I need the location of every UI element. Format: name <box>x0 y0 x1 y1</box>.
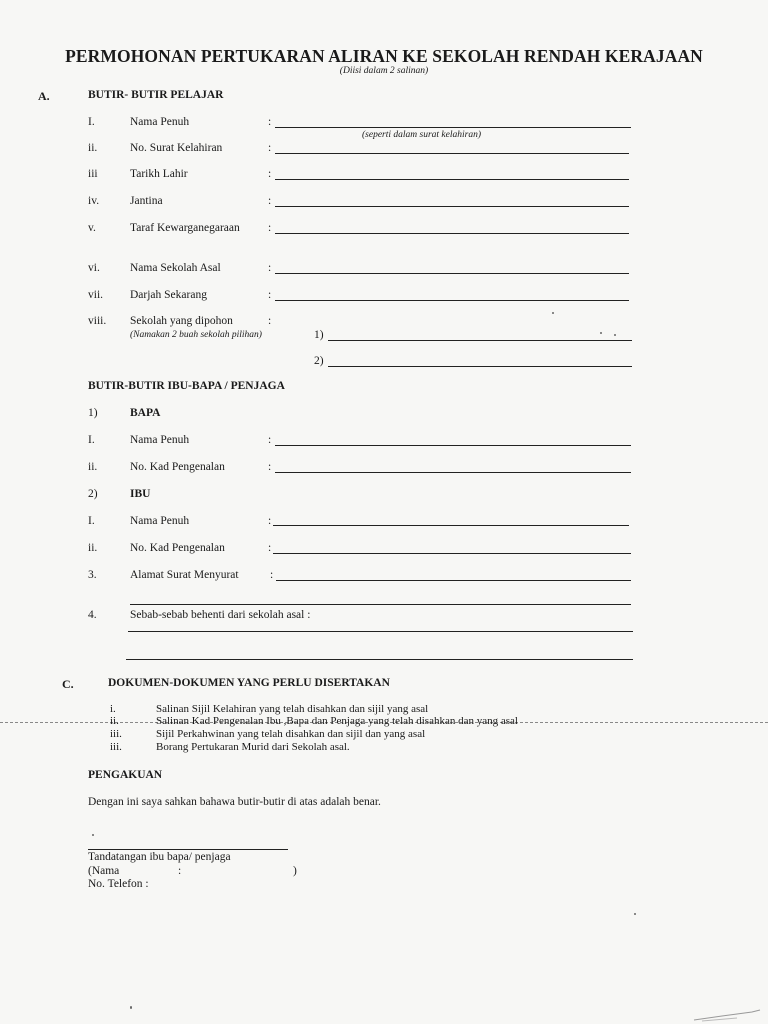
field-colon: : <box>268 289 272 301</box>
field-number: vi. <box>88 262 100 274</box>
field-number: ii. <box>88 142 98 154</box>
scan-speck <box>130 1006 132 1009</box>
field-colon: : <box>268 461 272 473</box>
field-colon: : <box>268 168 272 180</box>
form-subtitle: (Diisi dalam 2 salinan) <box>339 66 429 76</box>
doc-item-text: Salinan Sijil Kelahiran yang telah disahkan dan sijil yang asal <box>156 703 429 715</box>
field-number: I. <box>88 515 95 527</box>
field-colon: : <box>268 222 272 234</box>
mother-number: 2) <box>88 488 98 500</box>
address-label: Alamat Surat Menyurat <box>130 569 239 581</box>
gender-label: Jantina <box>130 195 163 207</box>
corner-scribble <box>692 1006 762 1022</box>
gender-input-line[interactable] <box>275 206 629 207</box>
father-ic-label: No. Kad Pengenalan <box>130 461 225 473</box>
section-a-letter: A. <box>38 89 50 103</box>
doc-item-text: Salinan Kad Pengenalan Ibu ,Bapa dan Penjaga yang telah disahkan dan yang asal <box>156 715 518 727</box>
father-heading: BAPA <box>130 407 161 419</box>
field-number: viii. <box>88 315 107 327</box>
father-name-input-line[interactable] <box>275 445 631 446</box>
choice-2-label: 2) <box>314 355 324 367</box>
doc-item-number: iii. <box>110 728 122 740</box>
choice-1-input-line[interactable] <box>328 340 632 341</box>
mother-ic-label: No. Kad Pengenalan <box>130 542 225 554</box>
mother-heading: IBU <box>130 488 151 500</box>
signature-label: Tandatangan ibu bapa/ penjaga <box>88 851 231 863</box>
field-number: iii <box>88 168 98 180</box>
dob-input-line[interactable] <box>275 179 629 180</box>
mother-name-input-line[interactable] <box>273 525 629 526</box>
field-number: v. <box>88 222 96 234</box>
field-number: 4. <box>88 609 97 621</box>
form-title: PERMOHONAN PERTUKARAN ALIRAN KE SEKOLAH RENDAH KERAJAAN <box>65 46 703 66</box>
section-a-heading: BUTIR- BUTIR PELAJAR <box>88 89 224 101</box>
current-grade-input-line[interactable] <box>275 300 629 301</box>
doc-item-number: iii. <box>110 741 122 753</box>
citizenship-input-line[interactable] <box>275 233 629 234</box>
signer-name-close: ) <box>293 865 297 877</box>
section-c-heading: DOKUMEN-DOKUMEN YANG PERLU DISERTAKAN <box>108 677 390 689</box>
phone-label: No. Telefon : <box>88 878 149 890</box>
field-colon: : <box>268 434 272 446</box>
doc-item-number: i. <box>110 703 116 715</box>
father-number: 1) <box>88 407 98 419</box>
dob-label: Tarikh Lahir <box>130 168 188 180</box>
address-input-line-2[interactable] <box>130 604 631 605</box>
scan-speck <box>600 332 602 334</box>
target-school-label: Sekolah yang dipohon <box>130 315 233 327</box>
choice-2-input-line[interactable] <box>328 366 632 367</box>
doc-item-number: ii. <box>110 715 119 727</box>
reason-input-line-2[interactable] <box>126 659 633 660</box>
field-number: ii. <box>88 461 98 473</box>
father-name-label: Nama Penuh <box>130 434 190 446</box>
reason-input-line-1[interactable] <box>128 631 633 632</box>
declaration-heading: PENGAKUAN <box>88 769 163 781</box>
doc-item-text: Sijil Perkahwinan yang telah disahkan dan sijil dan yang asal <box>156 728 426 740</box>
target-school-hint: (Namakan 2 buah sekolah pilihan) <box>130 330 262 340</box>
doc-item-text: Borang Pertukaran Murid dari Sekolah asal. <box>156 741 350 753</box>
section-b-heading: BUTIR-BUTIR IBU-BAPA / PENJAGA <box>88 380 285 392</box>
scan-speck <box>92 834 94 836</box>
citizenship-label: Taraf Kewarganegaraan <box>130 222 240 234</box>
field-colon: : <box>270 569 274 581</box>
address-input-line-1[interactable] <box>276 580 631 581</box>
birth-cert-input-line[interactable] <box>275 153 629 154</box>
field-number: vii. <box>88 289 104 301</box>
field-number: ii. <box>88 542 98 554</box>
origin-school-label: Nama Sekolah Asal <box>130 262 221 274</box>
choice-1-label: 1) <box>314 329 324 341</box>
scan-speck <box>614 334 616 336</box>
field-number: iv. <box>88 195 100 207</box>
field-number: I. <box>88 434 95 446</box>
signature-line[interactable] <box>88 849 288 850</box>
origin-school-input-line[interactable] <box>275 273 629 274</box>
current-grade-label: Darjah Sekarang <box>130 289 207 301</box>
mother-name-label: Nama Penuh <box>130 515 190 527</box>
declaration-statement: Dengan ini saya sahkan bahawa butir-butir di atas adalah benar. <box>88 796 381 808</box>
signer-name-open: (Nama <box>88 865 120 877</box>
field-colon: : <box>268 262 272 274</box>
full-name-input-line[interactable] <box>275 127 631 128</box>
full-name-hint: (seperti dalam surat kelahiran) <box>362 130 482 140</box>
field-colon: : <box>268 315 272 327</box>
field-colon: : <box>268 515 272 527</box>
mother-ic-input-line[interactable] <box>273 553 631 554</box>
field-colon: : <box>268 116 272 128</box>
section-c-letter: C. <box>62 677 74 691</box>
field-colon: : <box>268 195 272 207</box>
field-colon: : <box>268 542 272 554</box>
birth-cert-label: No. Surat Kelahiran <box>130 142 223 154</box>
signer-name-colon: : <box>178 865 182 877</box>
reason-label: Sebab-sebab behenti dari sekolah asal : <box>130 609 311 621</box>
field-number: I. <box>88 116 95 128</box>
field-colon: : <box>268 142 272 154</box>
scan-speck <box>552 312 554 314</box>
father-ic-input-line[interactable] <box>275 472 631 473</box>
field-number: 3. <box>88 569 97 581</box>
full-name-label: Nama Penuh <box>130 116 190 128</box>
scan-speck <box>634 913 636 915</box>
